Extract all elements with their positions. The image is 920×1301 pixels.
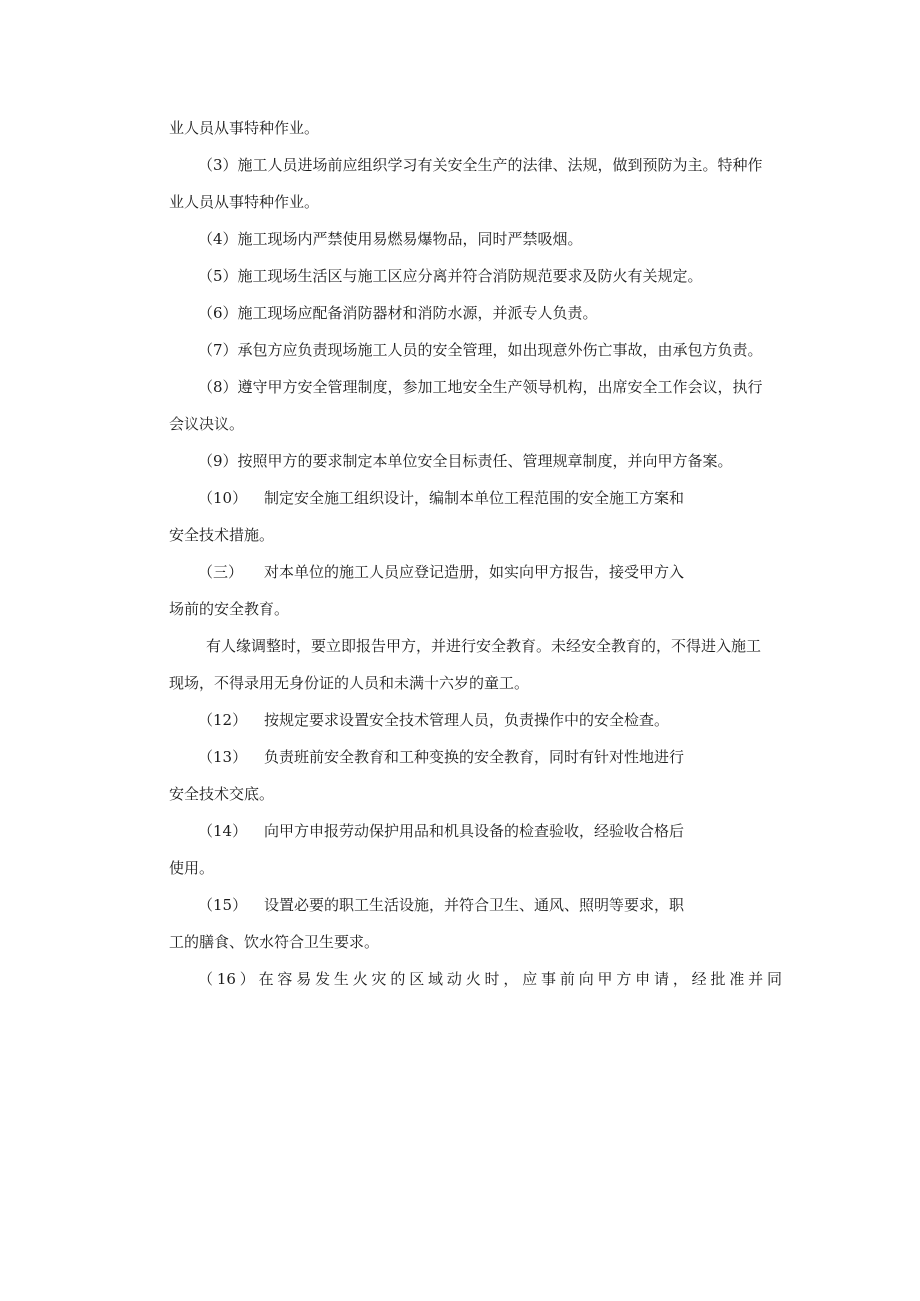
text-line: （7）承包方应负责现场施工人员的安全管理，如出现意外伤亡事故，由承包方负责。 (198, 341, 763, 359)
numbered-line (198, 821, 684, 841)
text-line: 会议决议。 (169, 415, 245, 433)
text-line: （6）施工现场应配备消防器材和消防水源，并派专人负责。 (198, 304, 598, 322)
item-text: 制定安全施工组织设计，编制本单位工程范围的安全施工方案和 (264, 489, 685, 507)
text-line: （4）施工现场内严禁使用易燃易爆物品，同时严禁吸烟。 (198, 230, 583, 248)
item-number: （15） (198, 896, 248, 914)
text-line: 使用。 (169, 859, 215, 877)
text-line: （9）按照甲方的要求制定本单位安全目标责任、管理规章制度，并向甲方备案。 (198, 452, 733, 470)
text-line: （16）在容易发生火灾的区域动火时，应事前向甲方申请，经批准并同 (198, 970, 782, 988)
item-number: （三） (198, 563, 244, 581)
text-line: 安全技术措施。 (169, 526, 275, 544)
text-line: 安全技术交底。 (169, 785, 275, 803)
text-line: 业人员从事特种作业。 (169, 193, 320, 211)
item-text: 对本单位的施工人员应登记造册，如实向甲方报告，接受甲方入 (264, 563, 685, 581)
text-line: （3）施工人员进场前应组织学习有关安全生产的法律、法规，做到预防为主。特种作 (198, 156, 763, 174)
text-line: （5）施工现场生活区与施工区应分离并符合消防规范要求及防火有关规定。 (198, 267, 703, 285)
numbered-line (198, 747, 684, 767)
text-line: 工的膳食、饮水符合卫生要求。 (169, 933, 380, 951)
text-line: （8）遵守甲方安全管理制度，参加工地安全生产领导机构，出席安全工作会议，执行 (198, 378, 763, 396)
numbered-line (198, 710, 669, 730)
numbered-line (198, 562, 684, 582)
item-text: 按规定要求设置安全技术管理人员，负责操作中的安全检查。 (264, 711, 670, 729)
text-line: 有人缘调整时，要立即报告甲方，并进行安全教育。未经安全教育的，不得进入施工 (206, 637, 762, 655)
item-text: 负责班前安全教育和工种变换的安全教育，同时有针对性地进行 (264, 748, 685, 766)
item-number: （13） (198, 748, 248, 766)
item-text: 设置必要的职工生活设施，并符合卫生、通风、照明等要求，职 (264, 896, 685, 914)
item-number: （14） (198, 822, 248, 840)
item-number: （12） (198, 711, 248, 729)
text-line: 业人员从事特种作业。 (169, 119, 320, 137)
item-number: （10） (198, 489, 248, 507)
text-line: 场前的安全教育。 (169, 600, 290, 618)
numbered-line (198, 895, 684, 915)
item-text: 向甲方申报劳动保护用品和机具设备的检查验收，经验收合格后 (264, 822, 685, 840)
numbered-line (198, 488, 684, 508)
text-line: 现场，不得录用无身份证的人员和未满十六岁的童工。 (169, 674, 530, 692)
